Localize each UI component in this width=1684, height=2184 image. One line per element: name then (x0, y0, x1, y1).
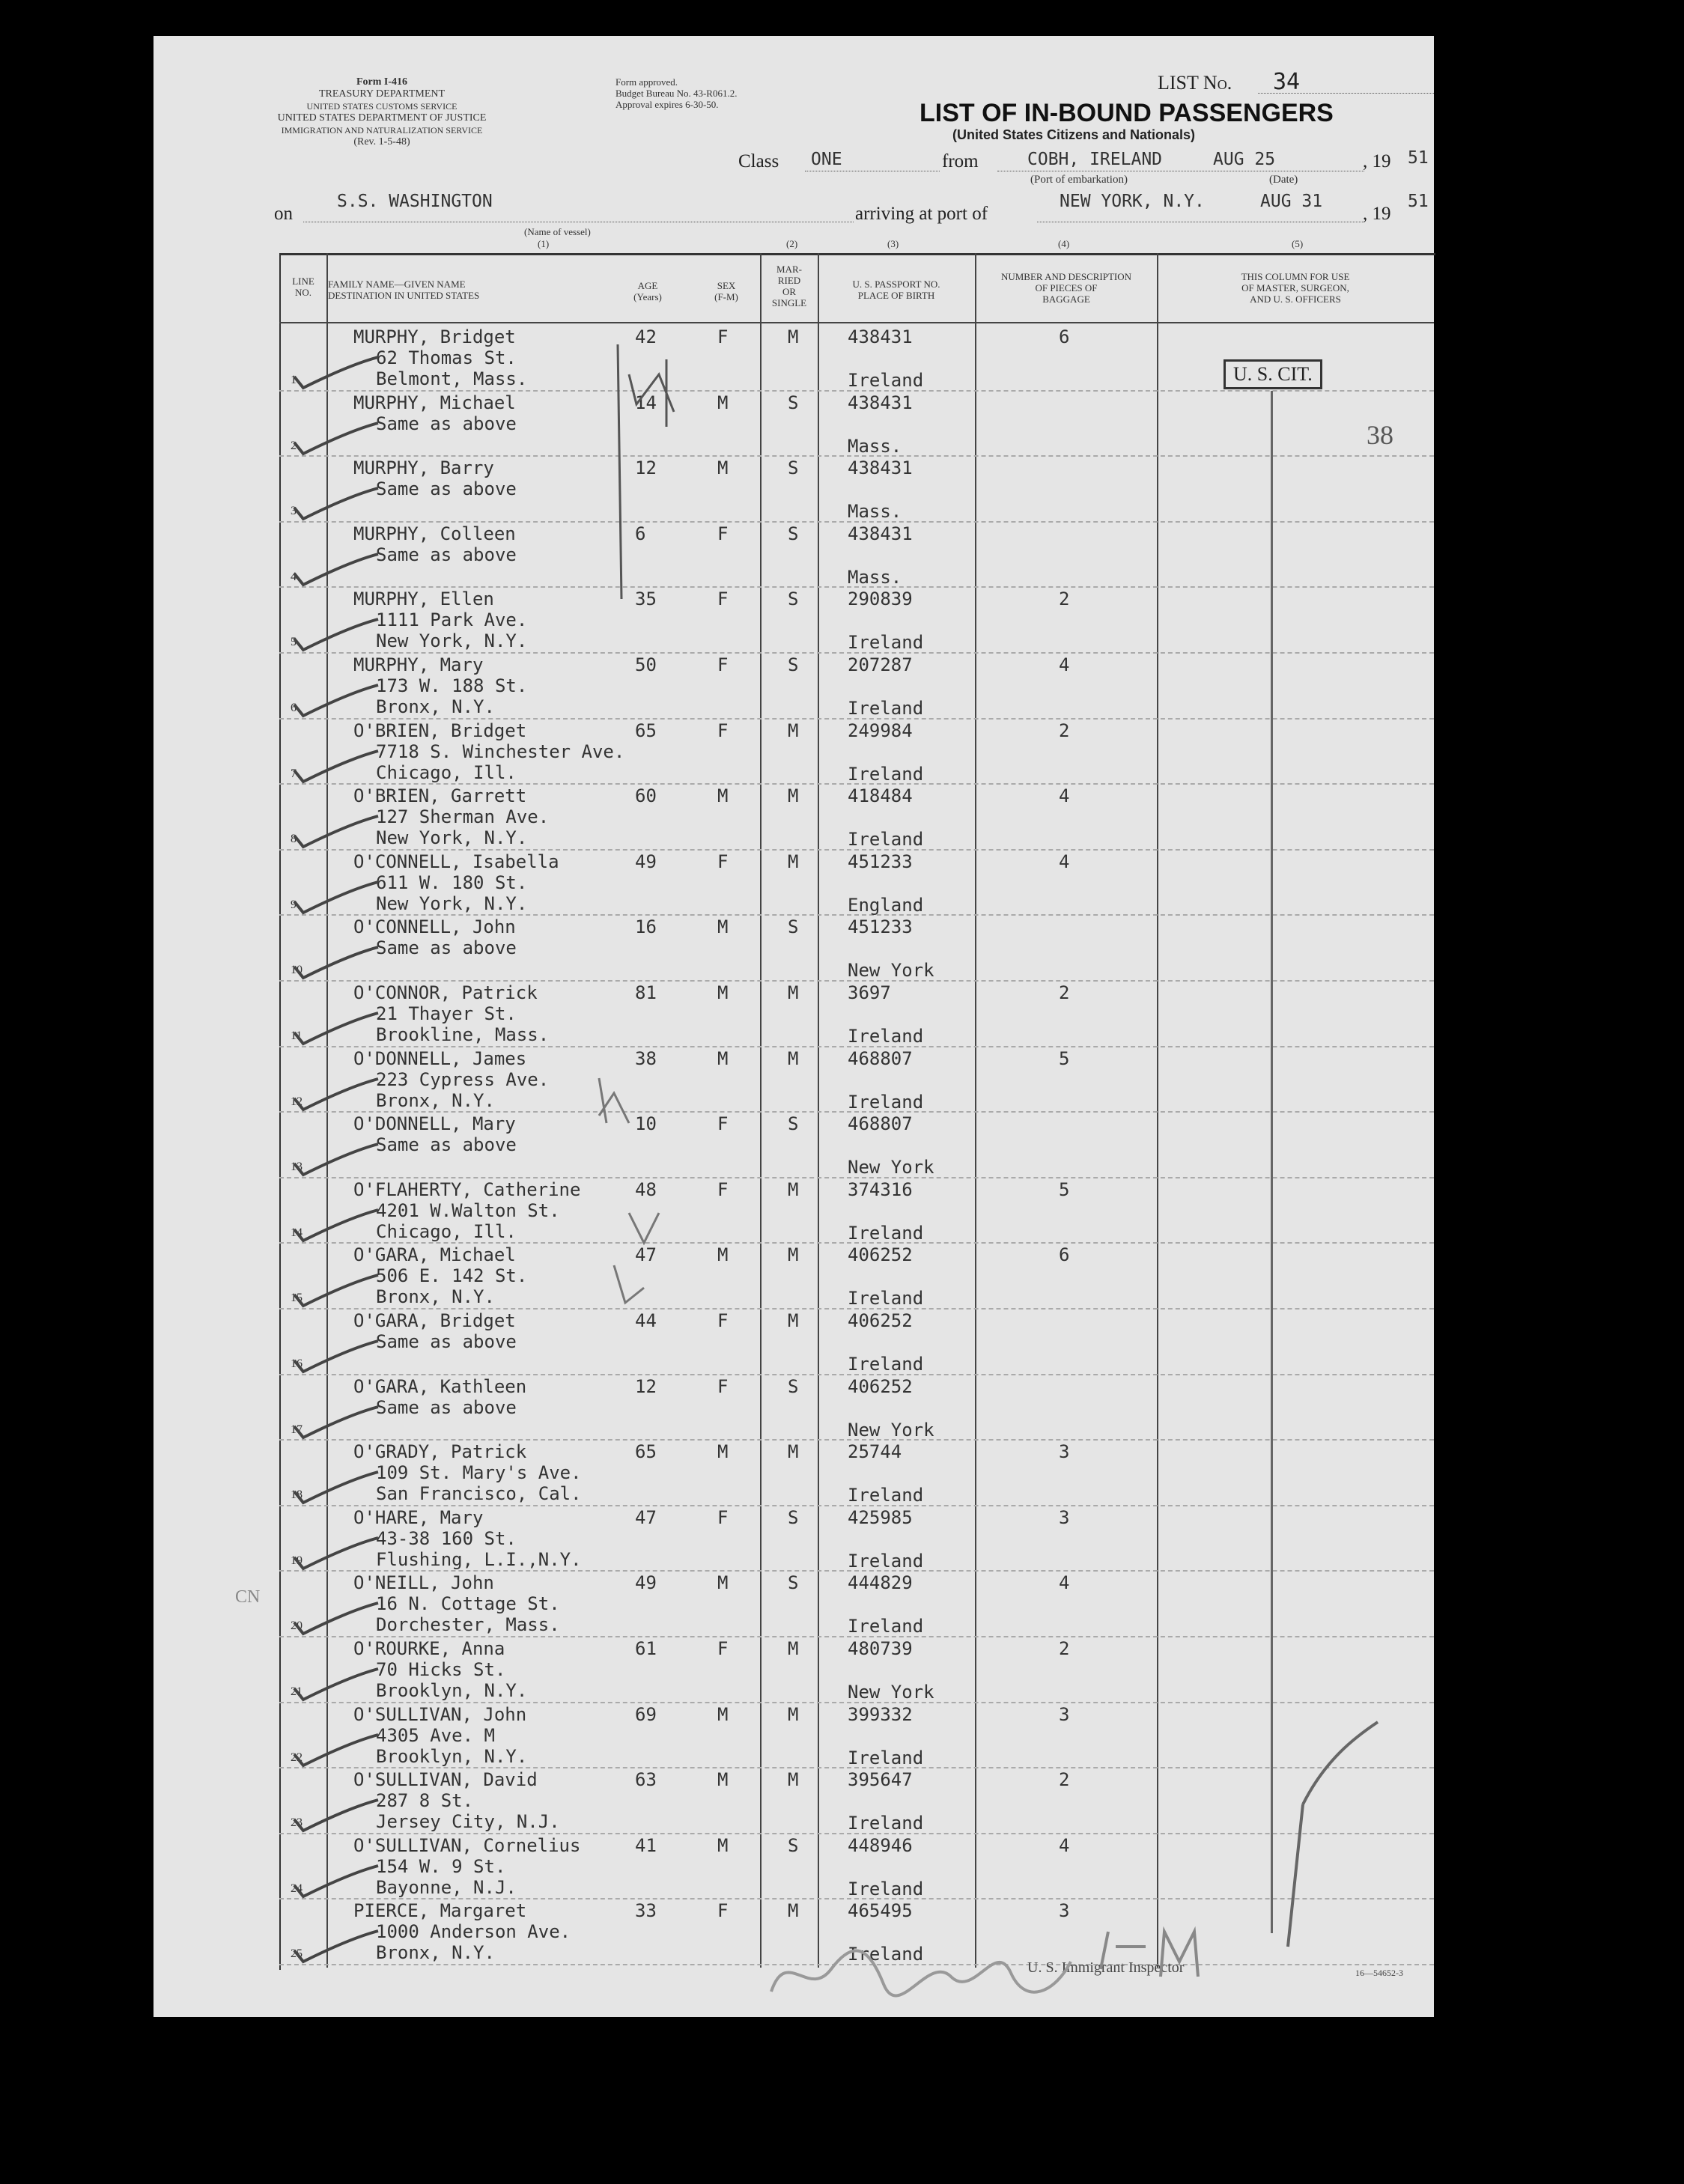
passport-number: 3697 (848, 982, 891, 1003)
age: 48 (635, 1178, 657, 1200)
sex: M (717, 916, 729, 938)
passport-number: 290839 (848, 588, 913, 610)
colnum-1: (1) (538, 238, 550, 249)
on-label: on (274, 204, 293, 224)
age: 12 (635, 457, 657, 479)
baggage-count: 4 (1059, 1572, 1070, 1594)
destination-city: Bronx, N.Y. (376, 1286, 495, 1308)
place-of-birth: Ireland (848, 1091, 924, 1113)
marital-status: M (788, 1047, 799, 1069)
place-of-birth: Ireland (848, 1222, 924, 1244)
sex: F (717, 1638, 729, 1659)
destination-street: 4305 Ave. M (376, 1724, 495, 1746)
line-number: 21 (291, 1685, 303, 1698)
line-number: 11 (291, 1029, 303, 1042)
passenger-name: O'BRIEN, Garrett (353, 785, 527, 807)
destination-city: Brooklyn, N.Y. (376, 1745, 528, 1767)
marital-status: S (788, 588, 799, 610)
marital-status: M (788, 720, 799, 741)
citizen-stamp: U. S. CIT. (1224, 359, 1322, 389)
passenger-name: O'CONNELL, John (353, 916, 516, 938)
sex: F (717, 1506, 729, 1528)
place-of-birth: Mass. (848, 501, 902, 523)
year-prefix: , 19 (1363, 151, 1391, 171)
passport-number: 438431 (848, 523, 913, 544)
destination-city: Belmont, Mass. (376, 368, 528, 389)
passenger-name: MURPHY, Colleen (353, 523, 516, 544)
marital-status: S (788, 1572, 799, 1594)
destination-street: 21 Thayer St. (376, 1003, 517, 1024)
sex: F (717, 654, 729, 675)
place-of-birth: Ireland (848, 1550, 924, 1572)
page-title: LIST OF IN-BOUND PASSENGERS (919, 99, 1334, 127)
destination-city: New York, N.Y. (376, 892, 528, 914)
place-of-birth: England (848, 894, 924, 916)
passenger-name: MURPHY, Bridget (353, 326, 516, 347)
destination-city: Bronx, N.Y. (376, 1942, 495, 1964)
col-header-line: LINE NO. (292, 276, 314, 298)
line-number: 20 (291, 1619, 303, 1633)
place-of-birth: Ireland (848, 1485, 924, 1506)
passenger-name: O'CONNELL, Isabella (353, 851, 559, 872)
baggage-count: 2 (1059, 720, 1070, 741)
marital-status: M (788, 785, 799, 807)
marital-status: M (788, 1703, 799, 1725)
baggage-count: 6 (1059, 1244, 1070, 1266)
embarkation-date: AUG 25 (1213, 150, 1276, 169)
destination-street: 154 W. 9 St. (376, 1855, 506, 1877)
passport-number: 418484 (848, 785, 913, 807)
marital-status: M (788, 851, 799, 872)
passenger-name: O'SULLIVAN, Cornelius (353, 1834, 581, 1856)
destination-street: 1111 Park Ave. (376, 609, 528, 631)
sex: M (717, 1769, 729, 1791)
baggage-count: 2 (1059, 982, 1070, 1003)
passenger-name: O'DONNELL, James (353, 1047, 527, 1069)
passport-number: 451233 (848, 916, 913, 938)
port-of-embarkation: COBH, IRELAND (1027, 150, 1163, 169)
marital-status: M (788, 982, 799, 1003)
passport-number: 448946 (848, 1834, 913, 1856)
inspector-caption: U. S. Immigrant Inspector (1027, 1959, 1185, 1976)
passport-number: 468807 (848, 1113, 913, 1135)
passenger-name: MURPHY, Ellen (353, 588, 494, 610)
age: 60 (635, 785, 657, 807)
baggage-count: 4 (1059, 851, 1070, 872)
passenger-name: MURPHY, Barry (353, 457, 494, 479)
col-header-sex: SEX (F-M) (714, 280, 738, 302)
sex: F (717, 851, 729, 872)
col-header-baggage: NUMBER AND DESCRIPTION OF PIECES OF BAGGAGE (1000, 271, 1132, 305)
form-number: Form I-416 (356, 76, 408, 88)
destination-city: New York, N.Y. (376, 827, 528, 849)
baggage-count: 4 (1059, 1834, 1070, 1856)
place-of-birth: Mass. (848, 435, 902, 457)
baggage-count: 6 (1059, 326, 1070, 347)
passenger-count: 38 (1367, 420, 1393, 450)
age: 14 (635, 392, 657, 413)
destination-street: 70 Hicks St. (376, 1659, 506, 1680)
marital-status: S (788, 1113, 799, 1135)
baggage-count: 3 (1059, 1900, 1070, 1922)
line-number: 18 (291, 1488, 303, 1502)
baggage-count: 2 (1059, 1638, 1070, 1659)
colnum-4: (4) (1058, 238, 1070, 249)
place-of-birth: Ireland (848, 1813, 924, 1834)
baggage-count: 2 (1059, 588, 1070, 610)
sex: F (717, 326, 729, 347)
destination-street: Same as above (376, 413, 517, 434)
line-number: 10 (291, 964, 303, 977)
class-value: ONE (811, 150, 842, 169)
age: 33 (635, 1900, 657, 1922)
destination-city: San Francisco, Cal. (376, 1483, 582, 1505)
sex: M (717, 1703, 729, 1725)
baggage-count: 3 (1059, 1441, 1070, 1463)
destination-city: New York, N.Y. (376, 630, 528, 652)
line-number: 15 (291, 1292, 303, 1305)
place-of-birth: Ireland (848, 1288, 924, 1310)
destination-city: Bayonne, N.J. (376, 1876, 517, 1898)
sex: M (717, 1244, 729, 1266)
age: 63 (635, 1769, 657, 1791)
department: TREASURY DEPARTMENT (318, 88, 446, 100)
colnum-5: (5) (1292, 238, 1304, 249)
destination-street: 62 Thomas St. (376, 347, 517, 368)
passport-number: 207287 (848, 654, 913, 675)
sex: F (717, 1900, 729, 1922)
destination-city: Dorchester, Mass. (376, 1614, 560, 1636)
passport-number: 438431 (848, 326, 913, 347)
col-header-passport: U. S. PASSPORT NO. PLACE OF BIRTH (852, 279, 940, 301)
line-number: 12 (291, 1095, 303, 1108)
destination-street: 109 St. Mary's Ave. (376, 1462, 582, 1484)
passport-number: 425985 (848, 1506, 913, 1528)
passenger-name: O'NEILL, John (353, 1572, 494, 1594)
form-header-left (266, 76, 498, 148)
baggage-count: 4 (1059, 654, 1070, 675)
place-of-birth: Ireland (848, 829, 924, 851)
place-of-birth: Ireland (848, 763, 924, 785)
passenger-name: O'GARA, Bridget (353, 1310, 516, 1331)
passenger-name: O'GARA, Kathleen (353, 1375, 527, 1397)
ins-service: IMMIGRATION AND NATURALIZATION SERVICE (281, 125, 483, 136)
baggage-count: 2 (1059, 1769, 1070, 1791)
destination-city: Chicago, Ill. (376, 761, 517, 783)
line-number: 17 (291, 1423, 303, 1436)
passenger-name: O'ROURKE, Anna (353, 1638, 505, 1659)
sex: F (717, 588, 729, 610)
passport-number: 399332 (848, 1703, 913, 1725)
inspector-signature (756, 1902, 1235, 2014)
check-mark (288, 1928, 386, 1973)
destination-street: Same as above (376, 1396, 517, 1418)
marital-status: M (788, 326, 799, 347)
destination-street: Same as above (376, 937, 517, 959)
sex: F (717, 1178, 729, 1200)
marital-status: M (788, 1310, 799, 1331)
marital-status: M (788, 1441, 799, 1463)
vessel-caption: (Name of vessel) (524, 226, 591, 237)
date-caption: (Date) (1269, 174, 1298, 186)
officer-tick (1280, 1715, 1393, 1962)
arrival-port: NEW YORK, N.Y. (1060, 192, 1205, 211)
destination-street: 43-38 160 St. (376, 1527, 517, 1549)
sex: M (717, 1441, 729, 1463)
sex: F (717, 1375, 729, 1397)
passport-number: 438431 (848, 457, 913, 479)
line-number: 22 (291, 1750, 303, 1764)
line-number: 16 (291, 1357, 303, 1370)
passport-number: 438431 (848, 392, 913, 413)
age: 49 (635, 1572, 657, 1594)
marital-status: S (788, 392, 799, 413)
passenger-name: PIERCE, Margaret (353, 1900, 527, 1922)
destination-city: Brookline, Mass. (376, 1024, 550, 1045)
age: 10 (635, 1113, 657, 1135)
form-code: 16—54652-3 (1355, 1968, 1403, 1978)
colnum-3: (3) (887, 238, 899, 249)
age: 41 (635, 1834, 657, 1856)
place-of-birth: Ireland (848, 632, 924, 654)
passenger-name: O'BRIEN, Bridget (353, 720, 527, 741)
passenger-name: O'HARE, Mary (353, 1506, 484, 1528)
arrival-year-prefix: , 19 (1363, 204, 1391, 224)
passport-number: 406252 (848, 1375, 913, 1397)
officer-vertical-line (1271, 391, 1273, 1933)
destination-city: Flushing, L.I.,N.Y. (376, 1548, 582, 1570)
customs-service: UNITED STATES CUSTOMS SERVICE (306, 101, 458, 112)
line-number: 24 (291, 1882, 303, 1895)
sex: M (717, 457, 729, 479)
baggage-count: 5 (1059, 1178, 1070, 1200)
place-of-birth: Ireland (848, 1878, 924, 1899)
passport-number: 480739 (848, 1638, 913, 1659)
marital-status: M (788, 1769, 799, 1791)
passenger-name: O'GARA, Michael (353, 1244, 516, 1266)
destination-street: Same as above (376, 1331, 517, 1352)
destination-street: Same as above (376, 1134, 517, 1156)
destination-street: Same as above (376, 544, 517, 565)
passenger-name: O'FLAHERTY, Catherine (353, 1178, 581, 1200)
sex: M (717, 1834, 729, 1856)
line-number: 1 (291, 374, 297, 386)
marital-status: S (788, 523, 799, 544)
baggage-count: 4 (1059, 785, 1070, 807)
marital-status: M (788, 1178, 799, 1200)
passport-number: 406252 (848, 1244, 913, 1266)
destination-street: 7718 S. Winchester Ave. (376, 740, 625, 762)
form-revision: (Rev. 1-5-48) (353, 136, 410, 147)
passenger-name: O'DONNELL, Mary (353, 1113, 516, 1135)
age: 69 (635, 1703, 657, 1725)
destination-city: Chicago, Ill. (376, 1220, 517, 1242)
marital-status: S (788, 1506, 799, 1528)
passport-number: 249984 (848, 720, 913, 741)
budget-text: Budget Bureau No. 43-R061.2. (615, 88, 738, 99)
destination-city: Brooklyn, N.Y. (376, 1680, 528, 1701)
marital-status: S (788, 1375, 799, 1397)
destination-street: 173 W. 188 St. (376, 675, 528, 696)
sex: M (717, 392, 729, 413)
line-number: 19 (291, 1554, 303, 1567)
age: 49 (635, 851, 657, 872)
passport-number: 406252 (848, 1310, 913, 1331)
place-of-birth: Ireland (848, 1026, 924, 1047)
sex: M (717, 1047, 729, 1069)
age: 81 (635, 982, 657, 1003)
passenger-name: O'CONNOR, Patrick (353, 982, 538, 1003)
line-number: 4 (291, 570, 297, 583)
marital-status: S (788, 654, 799, 675)
baggage-count: 3 (1059, 1703, 1070, 1725)
age: 6 (635, 523, 646, 544)
age: 47 (635, 1244, 657, 1266)
place-of-birth: Ireland (848, 698, 924, 719)
arrival-year: 51 (1408, 192, 1429, 211)
passenger-name: MURPHY, Michael (353, 392, 516, 413)
baggage-count: 3 (1059, 1506, 1070, 1528)
place-of-birth: Ireland (848, 1747, 924, 1768)
destination-street: 287 8 St. (376, 1790, 474, 1812)
class-label: Class (738, 151, 779, 171)
sex: M (717, 982, 729, 1003)
passenger-name: O'SULLIVAN, David (353, 1769, 538, 1791)
destination-street: 506 E. 142 St. (376, 1265, 528, 1287)
line-number: 8 (291, 833, 297, 846)
age: 47 (635, 1506, 657, 1528)
passport-number: 444829 (848, 1572, 913, 1594)
passenger-name: O'SULLIVAN, John (353, 1703, 527, 1725)
age: 65 (635, 1441, 657, 1463)
sex: F (717, 1113, 729, 1135)
marital-status: M (788, 1244, 799, 1266)
destination-street: 1000 Anderson Ave. (376, 1921, 571, 1943)
place-of-birth: Ireland (848, 1354, 924, 1375)
place-of-birth: New York (848, 1157, 934, 1178)
line-number: 3 (291, 505, 297, 518)
col-header-age: AGE (Years) (633, 280, 662, 302)
place-of-birth: Ireland (848, 370, 924, 391)
col-header-name: FAMILY NAME—GIVEN NAME DESTINATION IN UNITED STATES (328, 279, 480, 301)
marital-status: S (788, 916, 799, 938)
baggage-count: 5 (1059, 1047, 1070, 1069)
line-number: 14 (291, 1226, 303, 1239)
justice-department: UNITED STATES DEPARTMENT OF JUSTICE (277, 112, 487, 124)
line-number: 13 (291, 1161, 303, 1174)
passport-number: 468807 (848, 1047, 913, 1069)
col-header-officers: THIS COLUMN FOR USE OF MASTER, SURGEON, AND U. S. OFFICERS (1241, 271, 1350, 305)
line-number: 23 (291, 1816, 303, 1830)
approval-block (615, 76, 737, 110)
destination-street: 611 W. 180 St. (376, 872, 528, 893)
passport-number: 465495 (848, 1900, 913, 1922)
marital-status: S (788, 457, 799, 479)
age: 35 (635, 588, 657, 610)
destination-city: Jersey City, N.J. (376, 1811, 560, 1833)
destination-street: Same as above (376, 478, 517, 500)
passport-number: 451233 (848, 851, 913, 872)
vessel-name: S.S. WASHINGTON (337, 192, 493, 211)
passenger-name: O'GRADY, Patrick (353, 1441, 527, 1463)
destination-street: 4201 W.Walton St. (376, 1199, 560, 1221)
destination-city: Bronx, N.Y. (376, 1089, 495, 1111)
from-label: from (942, 151, 979, 171)
place-of-birth: Ireland (848, 1944, 924, 1965)
arriving-label: arriving at port of (855, 204, 988, 224)
expiry-text: Approval expires 6-30-50. (615, 99, 719, 110)
place-of-birth: New York (848, 960, 934, 982)
destination-street: 16 N. Cottage St. (376, 1593, 560, 1615)
line-number: 5 (291, 636, 297, 649)
sex: F (717, 720, 729, 741)
line-number: 2 (291, 439, 297, 452)
marital-status: M (788, 1638, 799, 1659)
destination-street: 223 Cypress Ave. (376, 1068, 550, 1090)
destination-street: 127 Sherman Ave. (376, 806, 550, 828)
age: 16 (635, 916, 657, 938)
sex: F (717, 523, 729, 544)
approval-text: Form approved. (615, 76, 678, 88)
age: 61 (635, 1638, 657, 1659)
line-number: 9 (291, 898, 297, 911)
port-embarkation-caption: (Port of embarkation) (1030, 174, 1128, 186)
place-of-birth: New York (848, 1419, 934, 1441)
age: 38 (635, 1047, 657, 1069)
margin-note: CN (235, 1587, 261, 1607)
arrival-date: AUG 31 (1260, 192, 1323, 211)
pencil-marks (554, 329, 719, 1453)
line-number: 7 (291, 767, 297, 780)
age: 44 (635, 1310, 657, 1331)
sex: M (717, 785, 729, 807)
place-of-birth: Ireland (848, 1616, 924, 1637)
age: 12 (635, 1375, 657, 1397)
destination-city: Bronx, N.Y. (376, 696, 495, 717)
age: 50 (635, 654, 657, 675)
marital-status: M (788, 1900, 799, 1922)
list-number: 34 (1273, 69, 1301, 95)
passenger-name: MURPHY, Mary (353, 654, 484, 675)
place-of-birth: New York (848, 1682, 934, 1703)
place-of-birth: Mass. (848, 566, 902, 588)
line-number: 6 (291, 702, 297, 714)
list-number-label: LIST No. (1158, 72, 1232, 94)
line-number: 25 (291, 1947, 303, 1961)
colnum-2: (2) (786, 238, 798, 249)
embarkation-year: 51 (1408, 148, 1429, 168)
passport-number: 374316 (848, 1178, 913, 1200)
marital-status: S (788, 1834, 799, 1856)
page-subtitle: (United States Citizens and Nationals) (952, 127, 1196, 142)
sex: F (717, 1310, 729, 1331)
sex: M (717, 1572, 729, 1594)
age: 42 (635, 326, 657, 347)
col-header-married: MAR- RIED OR SINGLE (771, 264, 807, 308)
passport-number: 25744 (848, 1441, 902, 1463)
passport-number: 395647 (848, 1769, 913, 1791)
age: 65 (635, 720, 657, 741)
